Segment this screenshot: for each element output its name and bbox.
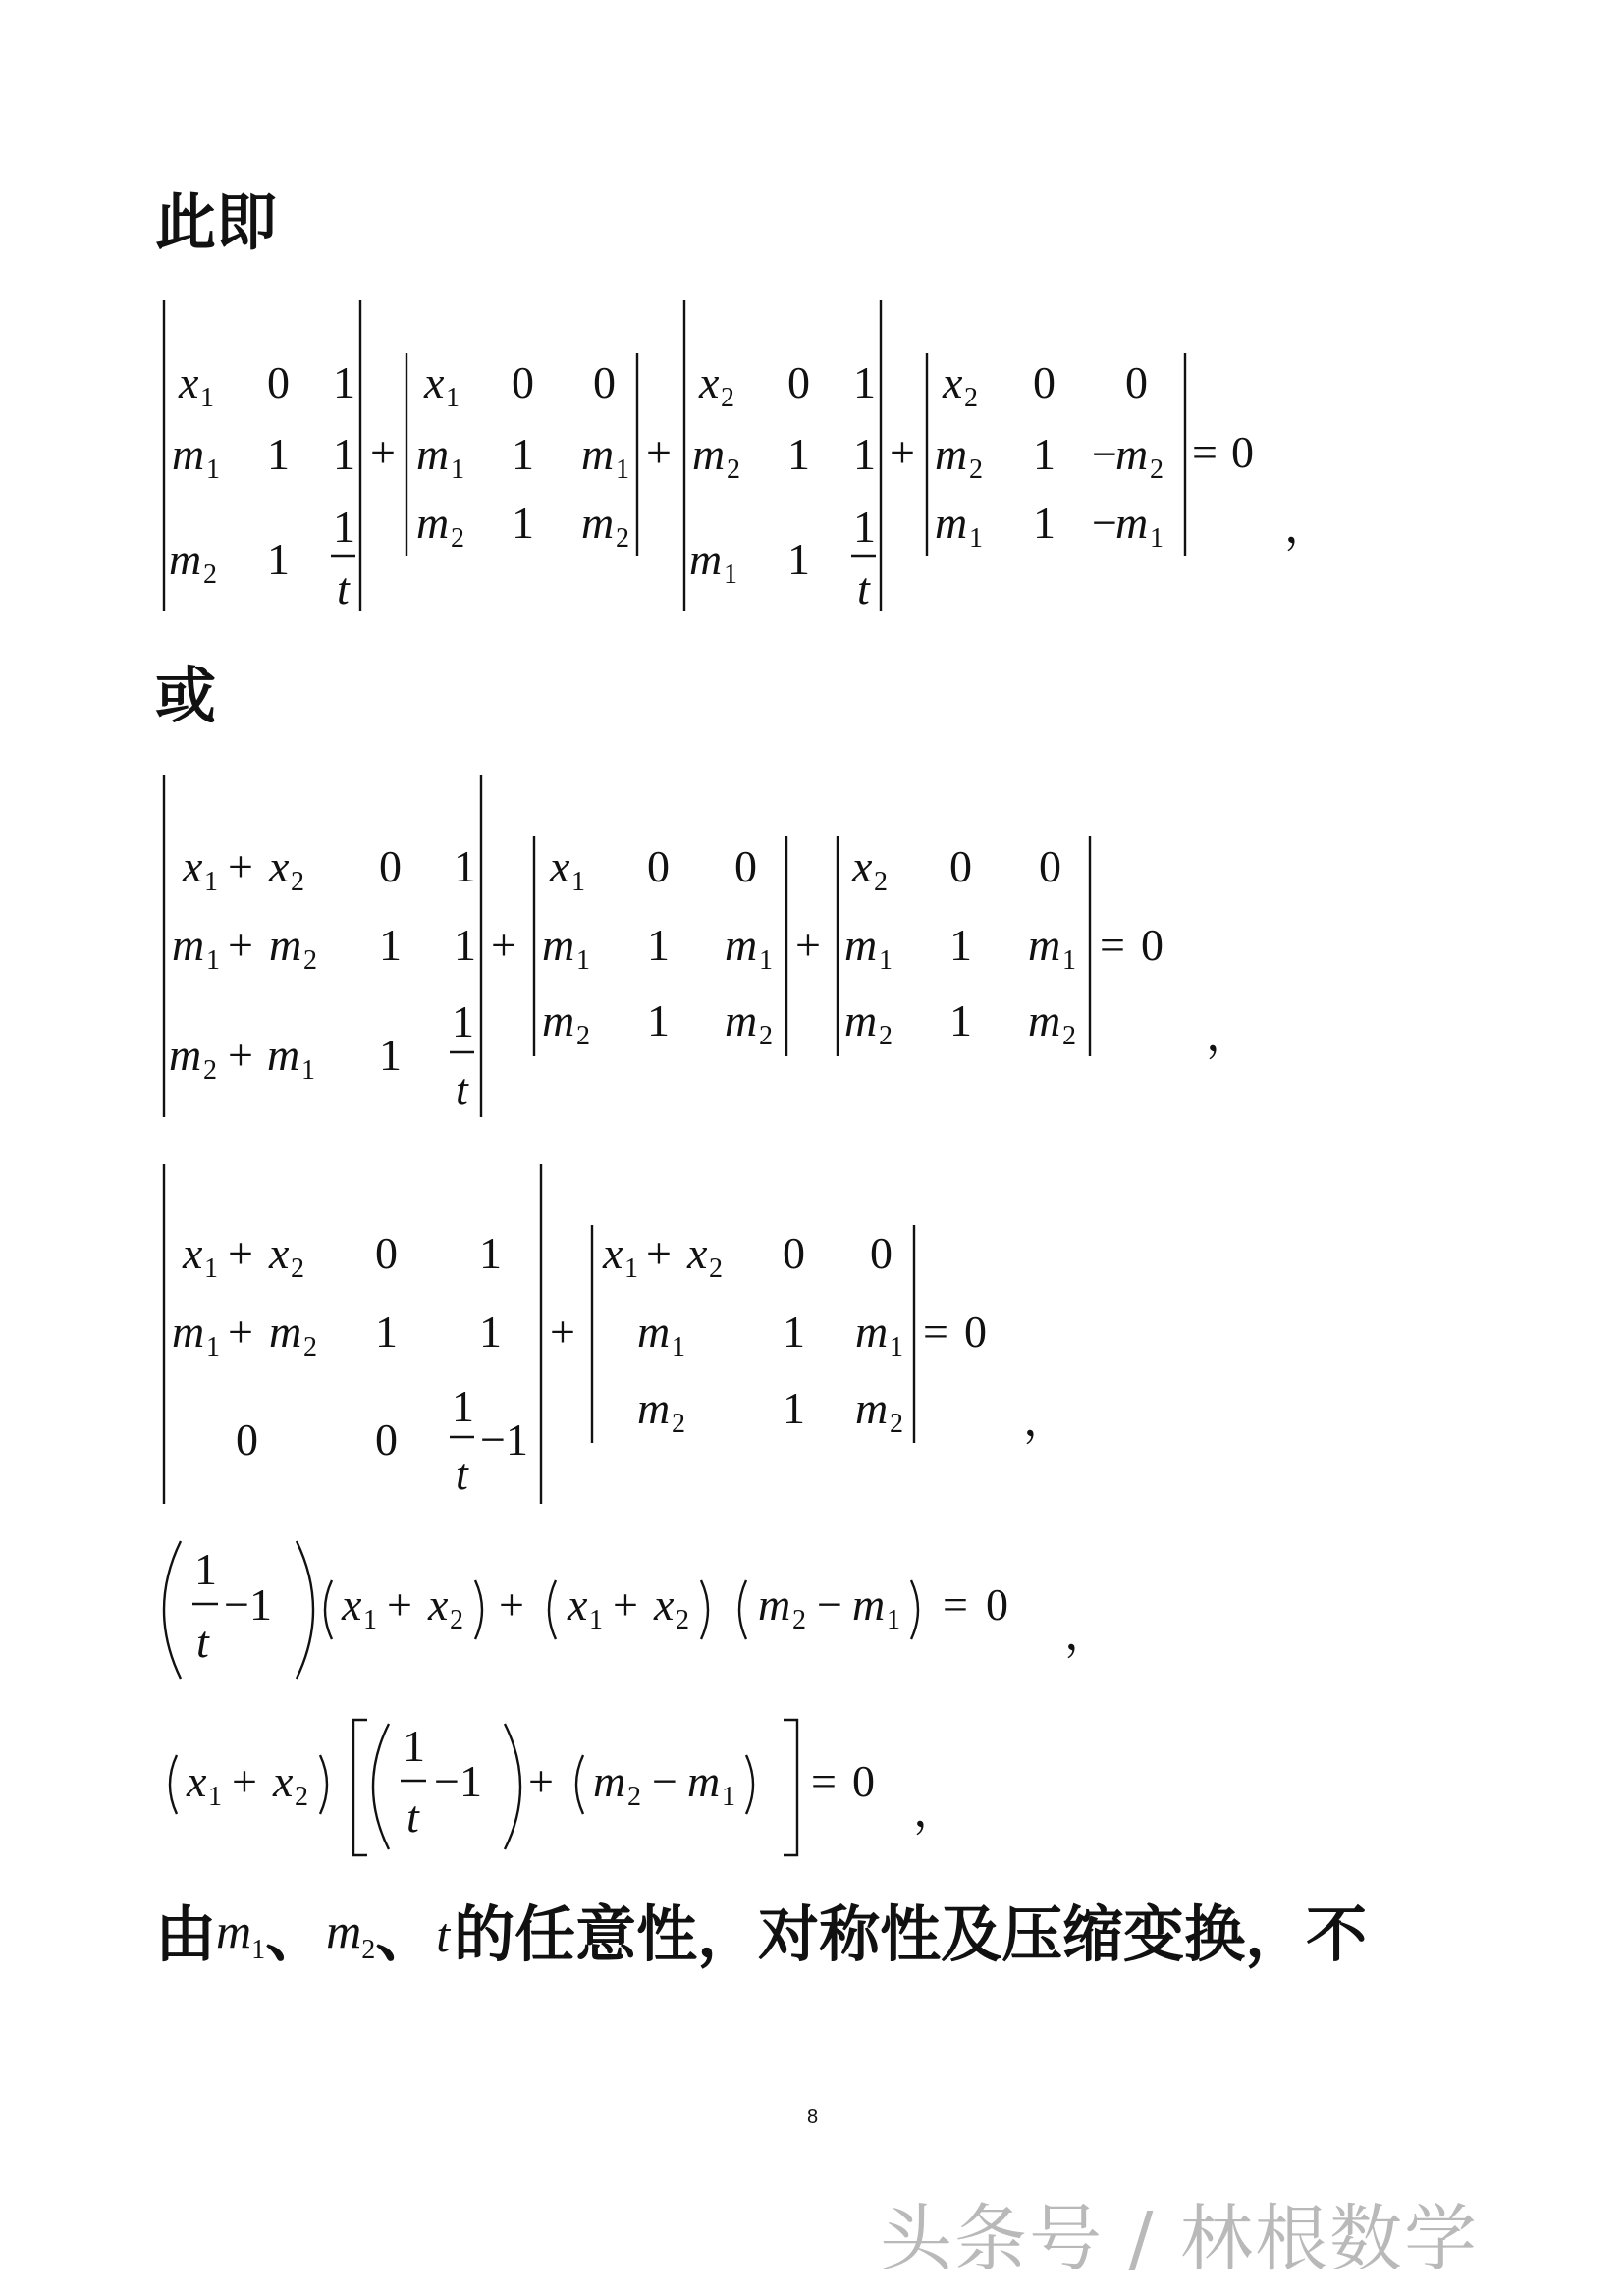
svg-text:=: = xyxy=(943,1579,968,1629)
svg-text:1: 1 xyxy=(379,1030,402,1080)
svg-text:+: + xyxy=(228,841,253,891)
svg-text:1: 1 xyxy=(333,429,355,479)
svg-text:x: x xyxy=(269,1228,290,1278)
svg-text:m: m xyxy=(269,920,302,970)
svg-text:1: 1 xyxy=(759,945,773,976)
svg-text:0: 0 xyxy=(647,841,670,891)
svg-text:2: 2 xyxy=(291,867,304,897)
svg-text:+: + xyxy=(387,1579,412,1629)
svg-text:m: m xyxy=(637,1307,671,1357)
svg-text:x: x xyxy=(273,1756,294,1806)
svg-text:x: x xyxy=(687,1228,708,1278)
svg-text:0: 0 xyxy=(787,357,810,407)
svg-text:1: 1 xyxy=(853,429,876,479)
svg-text:1: 1 xyxy=(451,454,464,485)
svg-text:1: 1 xyxy=(403,1721,425,1771)
svg-text:1: 1 xyxy=(589,1605,603,1635)
svg-text:m: m xyxy=(852,1579,886,1629)
watermark-text: 头条号 / 林根数学 xyxy=(880,2197,1479,2281)
svg-text:−1: −1 xyxy=(480,1415,528,1465)
svg-text:1: 1 xyxy=(206,454,220,485)
svg-text:2: 2 xyxy=(291,1254,304,1284)
svg-text:x: x xyxy=(269,841,290,891)
svg-text:2: 2 xyxy=(203,560,217,590)
svg-text:1: 1 xyxy=(722,1782,735,1812)
svg-text:m: m xyxy=(169,1030,202,1080)
svg-text:1: 1 xyxy=(647,920,670,970)
svg-text:2: 2 xyxy=(672,1409,685,1439)
svg-text:1: 1 xyxy=(890,1332,903,1362)
svg-text:1: 1 xyxy=(267,534,290,584)
svg-text:x: x xyxy=(699,357,720,407)
svg-text:2: 2 xyxy=(874,867,888,897)
svg-text:x: x xyxy=(603,1228,623,1278)
svg-text:=: = xyxy=(1100,920,1125,970)
svg-text:+: + xyxy=(890,427,915,477)
final-rest-text: 的任意性，对称性及压缩变换，不 xyxy=(454,1897,1368,1970)
svg-text:m: m xyxy=(581,429,615,479)
svg-text:m: m xyxy=(1028,920,1061,970)
svg-text:−: − xyxy=(1092,429,1117,479)
svg-text:0: 0 xyxy=(375,1228,398,1278)
svg-text:2: 2 xyxy=(303,945,317,976)
equation-2-comma: ， xyxy=(1206,1010,1251,1060)
svg-text:0: 0 xyxy=(267,357,290,407)
svg-text:m: m xyxy=(593,1756,626,1806)
svg-text:1: 1 xyxy=(787,534,810,584)
svg-text:x: x xyxy=(183,841,203,891)
svg-text:+: + xyxy=(232,1756,257,1806)
svg-text:2: 2 xyxy=(890,1409,903,1439)
page-number: 8 xyxy=(807,2107,819,2128)
svg-text:m: m xyxy=(169,534,202,584)
svg-text:m: m xyxy=(855,1307,889,1357)
svg-text:0: 0 xyxy=(964,1307,987,1357)
svg-text:m: m xyxy=(416,429,450,479)
svg-text:+: + xyxy=(646,1228,672,1278)
svg-text:x: x xyxy=(183,1228,203,1278)
svg-text:−: − xyxy=(1092,498,1117,548)
svg-text:0: 0 xyxy=(1039,841,1061,891)
svg-text:−1: −1 xyxy=(224,1579,272,1629)
inline-var-t: t xyxy=(436,1906,451,1962)
heading-huo: 或 xyxy=(155,660,217,731)
svg-text:1: 1 xyxy=(379,920,402,970)
heading-ci-ji: 此即 xyxy=(155,187,278,258)
svg-text:1: 1 xyxy=(452,996,474,1046)
svg-text:m: m xyxy=(687,1756,721,1806)
svg-text:+: + xyxy=(228,920,253,970)
svg-text:+: + xyxy=(228,1228,253,1278)
svg-text:x: x xyxy=(943,357,963,407)
svg-text:−: − xyxy=(817,1579,842,1629)
svg-text:m: m xyxy=(637,1383,671,1433)
svg-text:1: 1 xyxy=(479,1307,502,1357)
svg-text:m: m xyxy=(692,429,726,479)
svg-text:1: 1 xyxy=(479,1228,502,1278)
svg-text:+: + xyxy=(646,427,672,477)
svg-text:1: 1 xyxy=(200,383,214,413)
svg-text:m: m xyxy=(844,995,878,1045)
svg-text:=: = xyxy=(1192,427,1218,477)
svg-text:2: 2 xyxy=(576,1021,590,1051)
svg-text:1: 1 xyxy=(375,1307,398,1357)
svg-text:1: 1 xyxy=(267,429,290,479)
svg-text:0: 0 xyxy=(734,841,757,891)
svg-text:0: 0 xyxy=(512,357,534,407)
final-lead-char: 由 xyxy=(155,1897,217,1970)
svg-text:m: m xyxy=(758,1579,791,1629)
svg-text:m: m xyxy=(1028,995,1061,1045)
svg-text:m: m xyxy=(269,1307,302,1357)
svg-text:+: + xyxy=(228,1307,253,1357)
final-paragraph-line xyxy=(155,1897,1368,1981)
svg-text:0: 0 xyxy=(852,1756,875,1806)
svg-text:m: m xyxy=(172,1307,205,1357)
svg-text:2: 2 xyxy=(879,1021,893,1051)
svg-text:m: m xyxy=(542,995,575,1045)
svg-text:2: 2 xyxy=(451,523,464,554)
svg-text:x: x xyxy=(187,1756,207,1806)
svg-text:2: 2 xyxy=(964,383,978,413)
svg-text:m: m xyxy=(935,429,968,479)
svg-text:x: x xyxy=(654,1579,675,1629)
svg-text:0: 0 xyxy=(783,1228,805,1278)
svg-text:1: 1 xyxy=(783,1307,805,1357)
svg-text:x: x xyxy=(342,1579,362,1629)
svg-text:m: m xyxy=(855,1383,889,1433)
svg-text:1: 1 xyxy=(1033,498,1056,548)
equation-3-comma: ， xyxy=(1023,1395,1068,1445)
svg-text:2: 2 xyxy=(1062,1021,1076,1051)
svg-text:0: 0 xyxy=(379,841,402,891)
svg-text:m: m xyxy=(1115,498,1149,548)
svg-text:0: 0 xyxy=(1125,357,1148,407)
svg-text:0: 0 xyxy=(1141,920,1164,970)
inline-var-m1: $m_1$ xyxy=(216,1903,266,1965)
svg-text:m: m xyxy=(725,920,758,970)
svg-text:m: m xyxy=(935,498,968,548)
svg-text:1: 1 xyxy=(301,1055,315,1086)
svg-text:1: 1 xyxy=(887,1605,900,1635)
svg-text:−1: −1 xyxy=(434,1756,482,1806)
svg-text:1: 1 xyxy=(783,1383,805,1433)
svg-text:1: 1 xyxy=(512,429,534,479)
svg-text:1: 1 xyxy=(787,429,810,479)
svg-text:1: 1 xyxy=(949,995,972,1045)
svg-text:+: + xyxy=(370,427,396,477)
svg-text:t: t xyxy=(456,1449,468,1499)
svg-text:x: x xyxy=(424,357,445,407)
svg-text:t: t xyxy=(857,563,870,614)
separator-2: 、 xyxy=(375,1897,437,1970)
svg-text:0: 0 xyxy=(986,1579,1008,1629)
svg-text:m: m xyxy=(844,920,878,970)
separator-1: 、 xyxy=(265,1897,327,1970)
svg-text:m: m xyxy=(1115,429,1149,479)
svg-text:1: 1 xyxy=(454,841,476,891)
svg-text:0: 0 xyxy=(375,1415,398,1465)
svg-text:+: + xyxy=(491,920,516,970)
svg-text:0: 0 xyxy=(1231,427,1254,477)
svg-text:1: 1 xyxy=(333,502,355,552)
svg-text:x: x xyxy=(179,357,199,407)
svg-text:0: 0 xyxy=(870,1228,893,1278)
svg-text:1: 1 xyxy=(454,920,476,970)
svg-text:2: 2 xyxy=(792,1605,806,1635)
svg-text:1: 1 xyxy=(333,357,355,407)
svg-text:m: m xyxy=(542,920,575,970)
svg-text:1: 1 xyxy=(853,357,876,407)
svg-text:1: 1 xyxy=(452,1381,474,1431)
svg-text:2: 2 xyxy=(203,1055,217,1086)
equation-4-comma: ， xyxy=(1064,1609,1110,1659)
svg-text:2: 2 xyxy=(450,1605,463,1635)
equation-1-comma: ， xyxy=(1284,502,1329,552)
svg-text:1: 1 xyxy=(204,867,218,897)
svg-text:1: 1 xyxy=(1150,523,1164,554)
svg-text:+: + xyxy=(550,1307,575,1357)
svg-text:x: x xyxy=(550,841,570,891)
svg-text:1: 1 xyxy=(571,867,585,897)
svg-text:t: t xyxy=(456,1064,468,1114)
equation-5-comma: ， xyxy=(913,1786,958,1836)
svg-text:1: 1 xyxy=(616,454,629,485)
svg-text:2: 2 xyxy=(676,1605,689,1635)
svg-text:−: − xyxy=(652,1756,677,1806)
svg-text:+: + xyxy=(795,920,821,970)
svg-text:0: 0 xyxy=(949,841,972,891)
svg-text:1: 1 xyxy=(879,945,893,976)
svg-text:2: 2 xyxy=(303,1332,317,1362)
svg-text:1: 1 xyxy=(206,945,220,976)
svg-text:t: t xyxy=(196,1617,209,1667)
svg-text:=: = xyxy=(923,1307,948,1357)
svg-text:2: 2 xyxy=(1150,454,1164,485)
svg-text:1: 1 xyxy=(853,502,876,552)
svg-text:2: 2 xyxy=(721,383,734,413)
svg-text:2: 2 xyxy=(727,454,740,485)
svg-text:1: 1 xyxy=(672,1332,685,1362)
svg-text:m: m xyxy=(172,920,205,970)
svg-text:m: m xyxy=(725,995,758,1045)
svg-text:1: 1 xyxy=(446,383,460,413)
svg-text:1: 1 xyxy=(208,1782,222,1812)
svg-text:x: x xyxy=(568,1579,588,1629)
svg-text:2: 2 xyxy=(969,454,983,485)
svg-text:m: m xyxy=(172,429,205,479)
svg-text:t: t xyxy=(337,563,350,614)
svg-text:1: 1 xyxy=(204,1254,218,1284)
inline-var-m2: $m_2$ xyxy=(326,1903,376,1965)
svg-text:1: 1 xyxy=(949,920,972,970)
svg-text:1: 1 xyxy=(724,560,737,590)
svg-text:1: 1 xyxy=(206,1332,220,1362)
svg-text:2: 2 xyxy=(759,1021,773,1051)
svg-text:+: + xyxy=(499,1579,524,1629)
svg-text:=: = xyxy=(811,1756,837,1806)
svg-text:0: 0 xyxy=(236,1415,258,1465)
svg-text:1: 1 xyxy=(1062,945,1076,976)
svg-text:+: + xyxy=(228,1030,253,1080)
svg-text:1: 1 xyxy=(194,1544,217,1594)
svg-text:+: + xyxy=(613,1579,638,1629)
svg-text:2: 2 xyxy=(627,1782,641,1812)
svg-text:m: m xyxy=(581,498,615,548)
svg-text:0: 0 xyxy=(593,357,616,407)
svg-text:t: t xyxy=(406,1791,419,1842)
svg-text:1: 1 xyxy=(969,523,983,554)
svg-text:1: 1 xyxy=(624,1254,638,1284)
svg-text:+: + xyxy=(528,1756,554,1806)
svg-text:1: 1 xyxy=(363,1605,377,1635)
svg-text:2: 2 xyxy=(709,1254,723,1284)
svg-text:1: 1 xyxy=(647,995,670,1045)
svg-text:x: x xyxy=(428,1579,449,1629)
svg-text:1: 1 xyxy=(576,945,590,976)
svg-text:2: 2 xyxy=(295,1782,308,1812)
svg-text:2: 2 xyxy=(616,523,629,554)
svg-text:x: x xyxy=(852,841,873,891)
svg-text:m: m xyxy=(689,534,723,584)
svg-text:1: 1 xyxy=(1033,429,1056,479)
svg-text:m: m xyxy=(267,1030,300,1080)
svg-text:0: 0 xyxy=(1033,357,1056,407)
svg-text:1: 1 xyxy=(512,498,534,548)
svg-text:m: m xyxy=(416,498,450,548)
